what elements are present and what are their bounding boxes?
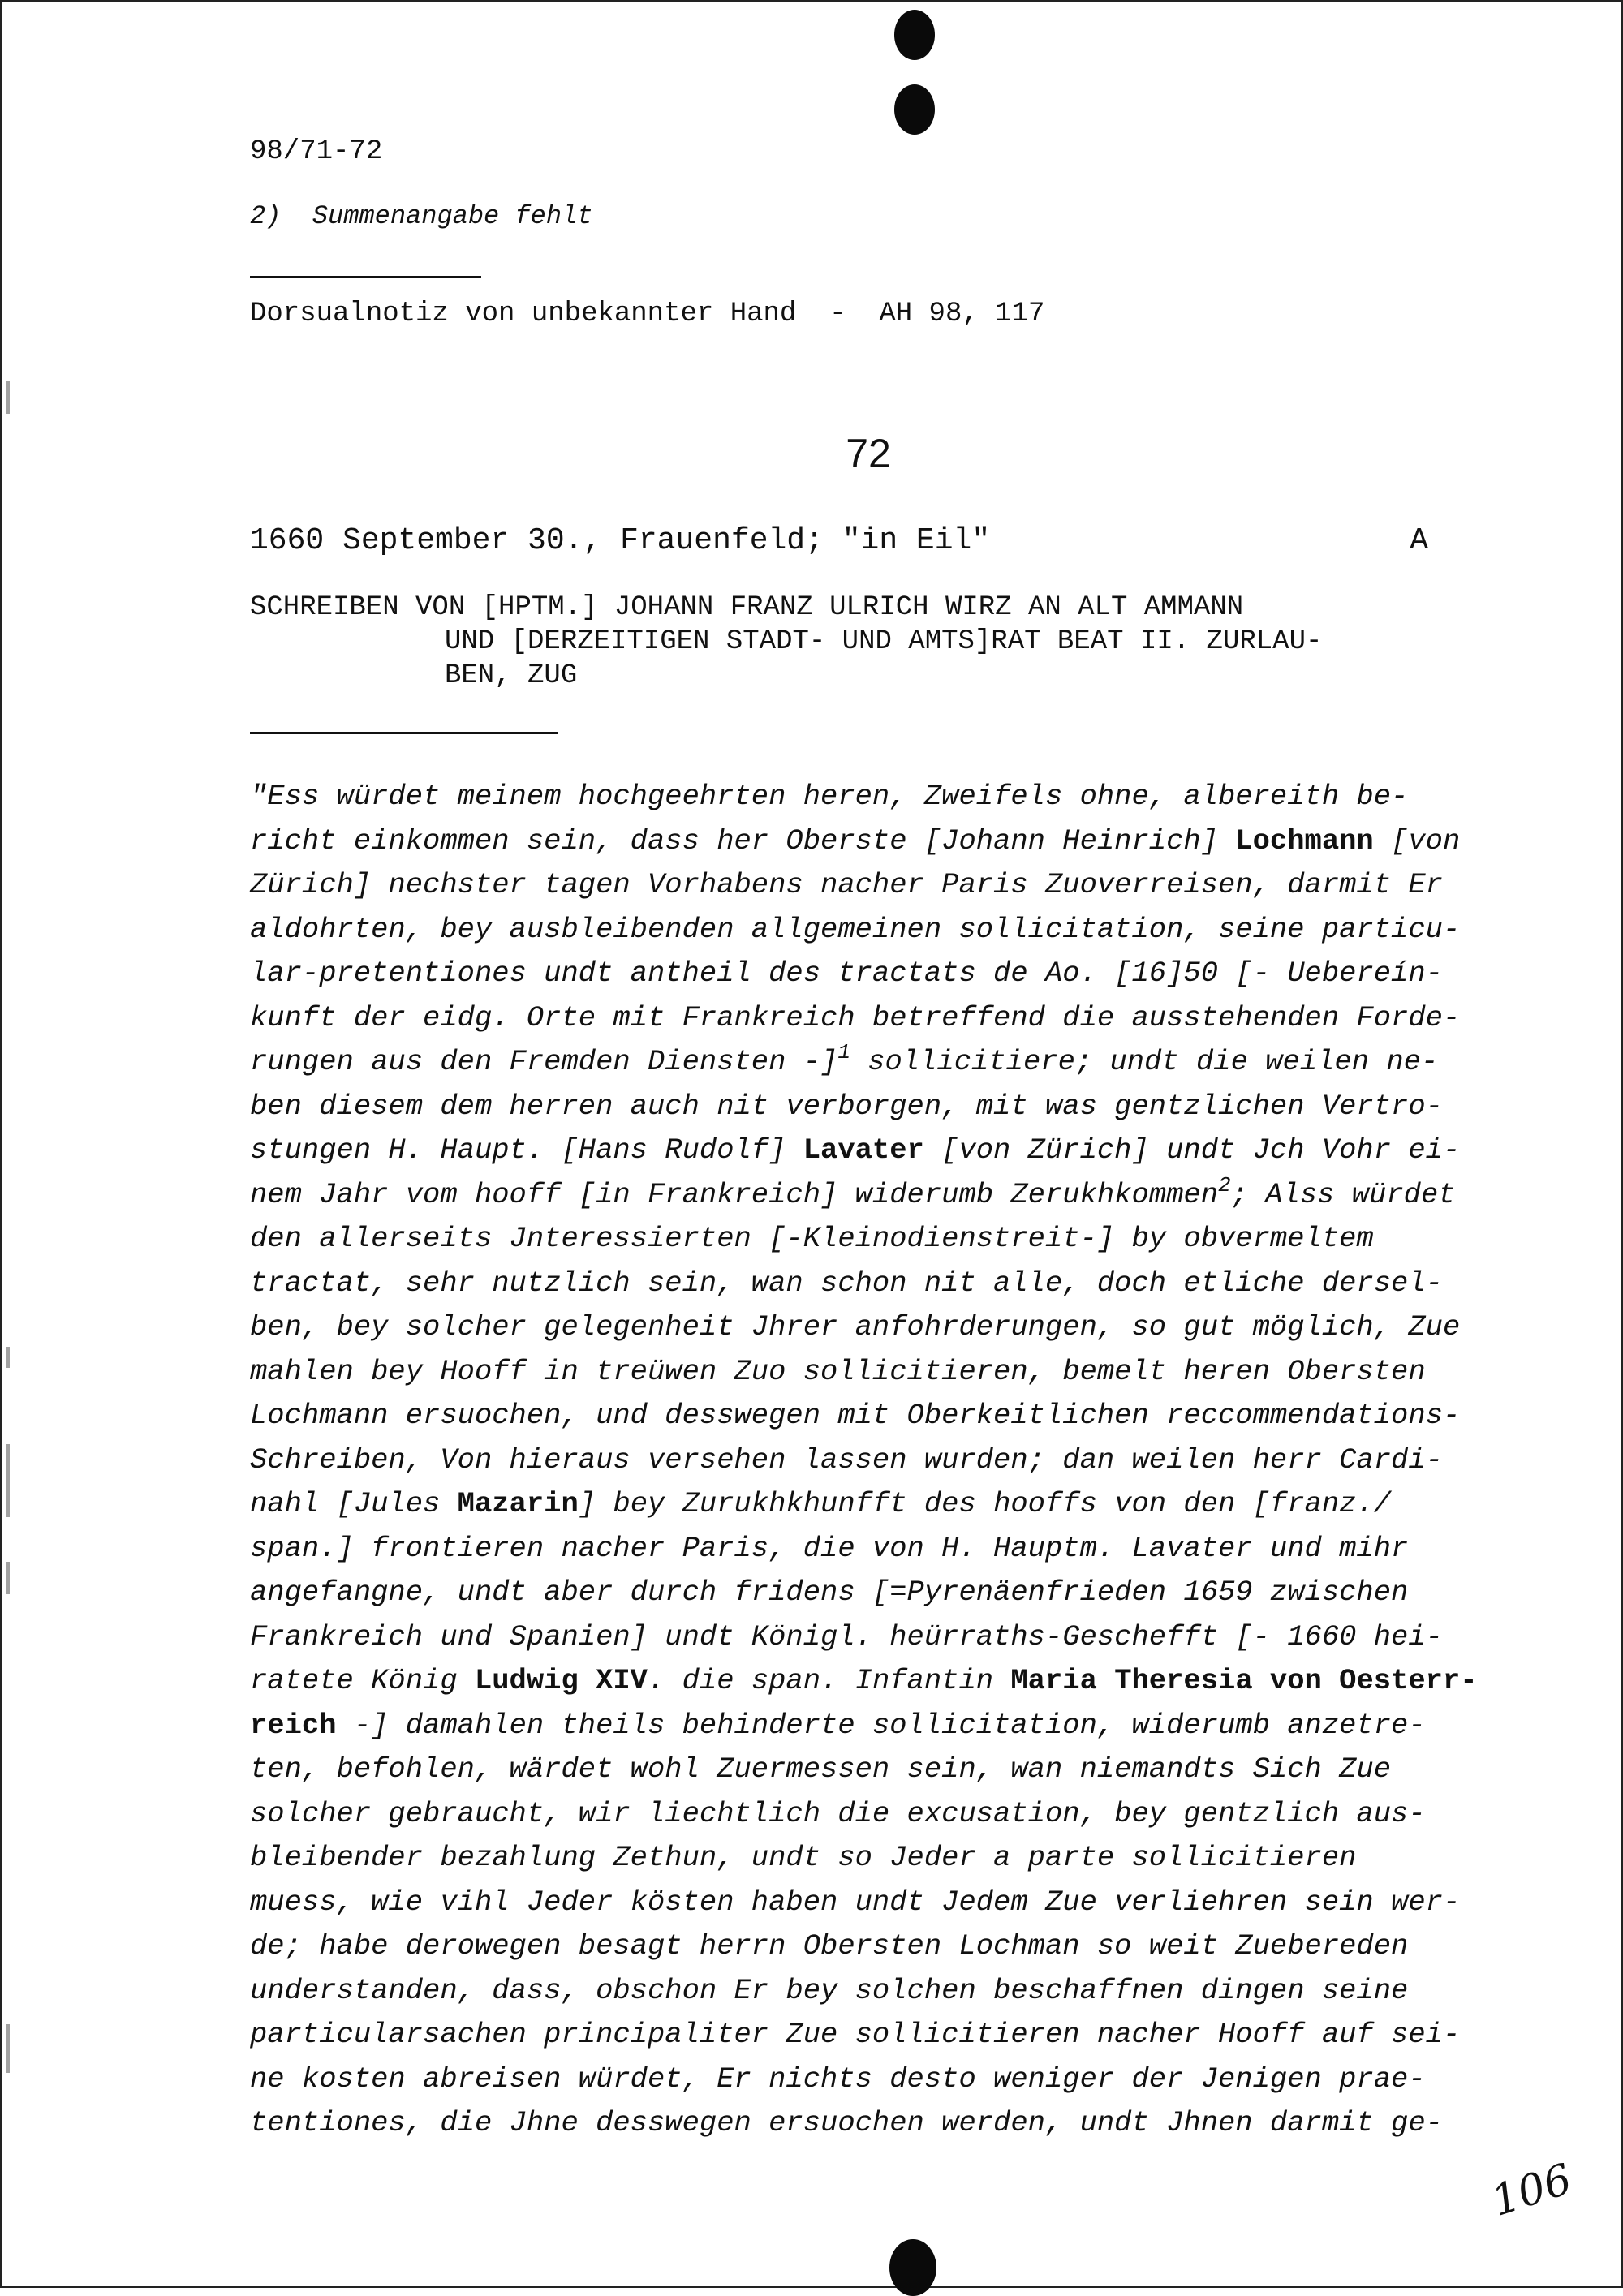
body-line: aldohrten, bey ausbleibenden allgemeinen sollicitation, seine particu-: [250, 912, 1461, 946]
body-line: tentiones, die Jhne desswegen ersuochen werden, undt Jhnen darmit ge-: [250, 2106, 1443, 2139]
body-line: rungen aus den Fremden Diensten -]$^1$ sollicitiere; undt die weilen ne-: [250, 1040, 1439, 1078]
body-line: solcher gebraucht, wir liechtlich die excusation, bey gentzlich aus-: [250, 1796, 1426, 1830]
body-line: bleibender bezahlung Zethun, undt so Jeder a parte sollicitieren: [250, 1841, 1357, 1874]
footnote-ref: 1: [837, 1040, 850, 1064]
body-line: span.] frontieren nacher Paris, die von H. Hauptm. Lavater und mihr: [250, 1531, 1409, 1565]
body-line: nem Jahr vom hooff [in Frankreich] widerumb Zerukhkommen$^2$; Alss würdet: [250, 1172, 1456, 1211]
body-line: Schreiben, Von hieraus versehen lassen wurden; dan weilen herr Cardi-: [250, 1443, 1443, 1477]
dorsal-note: Dorsualnotiz von unbekannter Hand - AH 98, 117: [250, 299, 1045, 329]
body-line: ten, befohlen, wärdet wohl Zuermessen sein, wan niemandts Sich Zue: [250, 1752, 1392, 1786]
person-name: Lochmann: [1235, 823, 1374, 858]
body-line: lar-pretentiones undt antheil des tractats de Ao. [16]50 [- Uebereín-: [250, 957, 1443, 990]
scan-speckle: [6, 2024, 10, 2073]
punch-hole-second: [894, 84, 935, 135]
scan-speckle: [6, 1347, 10, 1368]
body-line: understanden, dass, obschon Er bey solchen beschaffnen dingen seine: [250, 1973, 1409, 2007]
person-name: Ludwig XIV: [474, 1664, 648, 1697]
date-line: [250, 523, 1428, 558]
body-line: muess, wie vihl Jeder kösten haben undt Jedem Zue verliehren sein wer-: [250, 1885, 1461, 1919]
body-line: tractat, sehr nutzlich sein, wan schon nit alle, doch etliche dersel-: [250, 1266, 1443, 1300]
body-line: stungen H. Haupt. [Hans Rudolf] Lavater [von Zürich] undt Jch Vohr ei-: [250, 1133, 1461, 1167]
body-line: de; habe derowegen besagt herrn Obersten Lochman so weit Zuebereden: [250, 1929, 1409, 1963]
scan-speckle: [6, 1444, 10, 1517]
letter-body: [250, 775, 1500, 2146]
person-name: Mazarin: [457, 1487, 579, 1520]
document-title: [250, 591, 1500, 693]
title-line-2: UND [DERZEITIGEN STADT- UND AMTS]RAT BEAT II. ZURLAU-: [445, 626, 1323, 657]
footnote-ref: 2: [1218, 1172, 1231, 1197]
date-place: 1660 September 30., Frauenfeld; "in Eil": [250, 523, 991, 558]
title-divider: [250, 732, 558, 734]
archive-reference: 98/71-72: [250, 136, 383, 167]
scan-speckle: [6, 381, 10, 414]
title-line-3: BEN, ZUG: [445, 660, 578, 691]
footnote-divider: [250, 276, 481, 278]
punch-hole-top: [894, 10, 935, 60]
body-line: Lochmann ersuochen, und desswegen mit Oberkeitlichen reccommendations-: [250, 1399, 1461, 1432]
body-line: ratete König Ludwig XIV. die span. Infantin Maria Theresia von Oesterr-: [250, 1664, 1478, 1697]
title-line-1: SCHREIBEN VON [HPTM.] JOHANN FRANZ ULRICH WIRZ AN ALT AMMANN: [250, 592, 1244, 623]
body-line: particularsachen principaliter Zue sollicitieren nacher Hooff auf sei-: [250, 2018, 1461, 2051]
body-line: Frankreich und Spanien] undt Königl. heürraths-Geschefft [- 1660 hei-: [250, 1619, 1443, 1653]
body-line: nahl [Jules Mazarin] bey Zurukhkhunfft des hooffs von den [franz./: [250, 1487, 1392, 1520]
body-line: Zürich] nechster tagen Vorhabens nacher Paris Zuoverreisen, darmit Er: [250, 868, 1443, 901]
body-line: ben diesem dem herren auch nit verborgen, mit was gentzlichen Vertro-: [250, 1089, 1443, 1123]
body-line: ben, bey solcher gelegenheit Jhrer anfohrderungen, so gut möglich, Zue: [250, 1310, 1461, 1344]
body-line: mahlen bey Hooff in treüwen Zuo sollicitieren, bemelt heren Obersten: [250, 1354, 1426, 1388]
body-line: den allerseits Jnteressierten [-Kleinodienstreit-] by obvermeltem: [250, 1222, 1374, 1255]
person-name: reich: [250, 1708, 337, 1742]
document-number: 72: [846, 431, 891, 476]
body-line: "Ess würdet meinem hochgeehrten heren, Zweifels ohne, albereith be-: [250, 780, 1409, 813]
original-marker: A: [1410, 523, 1428, 558]
body-line: angefangne, undt aber durch fridens [=Pyrenäenfrieden 1659 zwischen: [250, 1576, 1409, 1609]
person-name: Lavater: [803, 1133, 924, 1167]
person-name: Maria Theresia von Oesterr-: [1010, 1664, 1478, 1697]
body-line: reich -] damahlen theils behinderte sollicitation, widerumb anzetre-: [250, 1708, 1426, 1742]
scan-speckle: [6, 1562, 10, 1594]
body-line: richt einkommen sein, dass her Oberste [Johann Heinrich] Lochmann [von: [250, 823, 1461, 858]
body-line: ne kosten abreisen würdet, Er nichts desto weniger der Jenigen prae-: [250, 2062, 1426, 2096]
handwritten-page-number: 106: [1486, 2155, 1578, 2226]
footnote-2: 2) Summenangabe fehlt: [250, 201, 593, 231]
body-line: kunft der eidg. Orte mit Frankreich betreffend die ausstehenden Forde-: [250, 1000, 1461, 1034]
